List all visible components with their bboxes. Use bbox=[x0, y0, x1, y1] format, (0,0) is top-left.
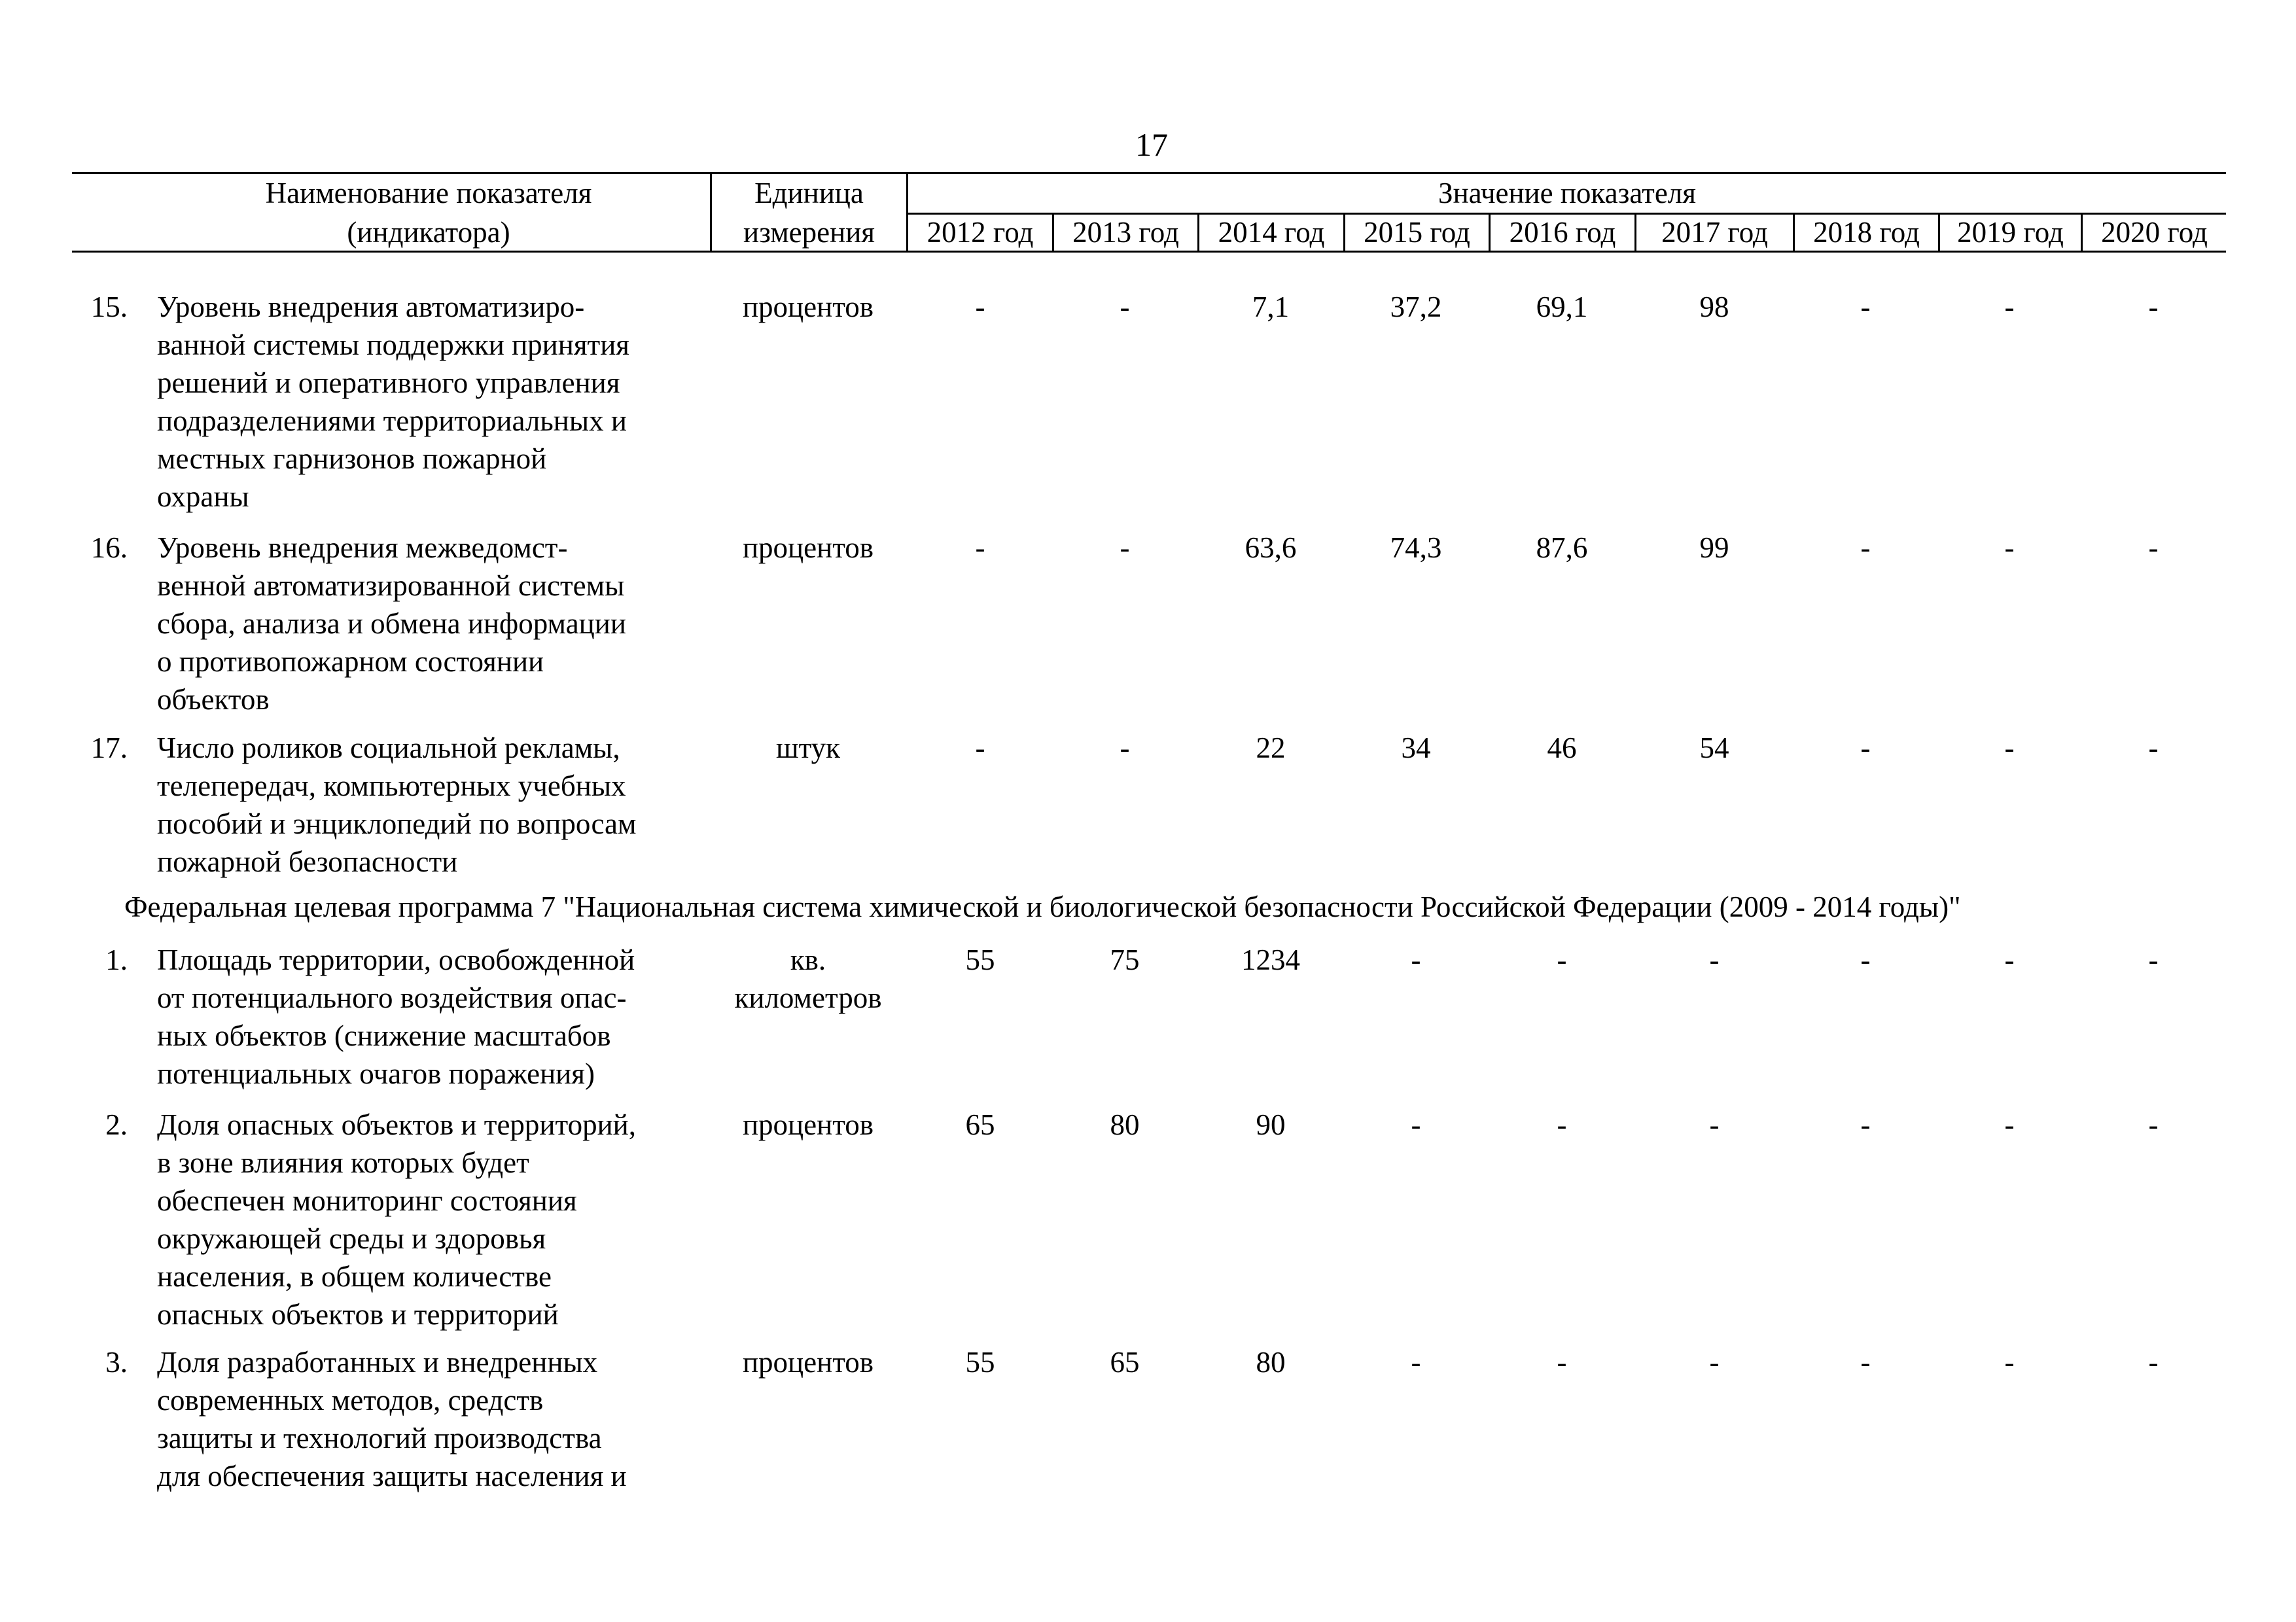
unit-of-measure bbox=[710, 288, 906, 326]
indicator-name-line: охраны bbox=[157, 480, 249, 513]
indicator-value: 46 bbox=[1547, 732, 1577, 764]
indicator-value: 69,1 bbox=[1536, 291, 1588, 323]
indicator-value: - bbox=[2004, 943, 2015, 976]
header-unit-line2: измерения bbox=[743, 216, 875, 249]
indicator-name-line: сбора, анализа и обмена информации bbox=[157, 607, 626, 640]
indicator-value: 90 bbox=[1256, 1108, 1286, 1141]
indicator-value: - bbox=[1860, 531, 1871, 564]
indicator-value: - bbox=[1709, 1108, 1720, 1141]
unit-line: процентов bbox=[742, 291, 874, 323]
indicator-name-line: современных методов, средств bbox=[157, 1384, 544, 1417]
indicator-name-line: подразделениями территориальных и bbox=[157, 404, 627, 437]
unit-of-measure bbox=[710, 1106, 906, 1144]
row-number: 3. bbox=[105, 1346, 128, 1379]
indicator-value: - bbox=[2004, 1346, 2015, 1379]
indicator-value: - bbox=[1411, 1346, 1421, 1379]
indicator-value: - bbox=[1860, 732, 1871, 764]
indicator-name bbox=[157, 288, 798, 516]
indicator-name-line: опасных объектов и территорий bbox=[157, 1298, 559, 1331]
indicator-value: 74,3 bbox=[1390, 531, 1442, 564]
indicator-name bbox=[157, 1343, 798, 1495]
indicator-name-line: ванной системы поддержки принятия bbox=[157, 328, 629, 361]
indicator-value: - bbox=[1860, 1108, 1871, 1141]
row-number: 1. bbox=[105, 943, 128, 976]
indicator-name-line: венной автоматизированной системы bbox=[157, 569, 625, 602]
indicator-value: 65 bbox=[965, 1108, 995, 1141]
unit-of-measure bbox=[710, 729, 906, 767]
indicator-name-line: пособий и энциклопедий по вопросам bbox=[157, 807, 637, 840]
indicator-name-line: пожарной безопасности bbox=[157, 845, 458, 878]
indicator-value: - bbox=[2148, 943, 2159, 976]
indicator-value: - bbox=[2148, 732, 2159, 764]
indicator-value: 55 bbox=[965, 943, 995, 976]
indicator-name-line: Доля опасных объектов и территорий, bbox=[157, 1108, 636, 1141]
row-number: 2. bbox=[105, 1108, 128, 1141]
indicator-value: - bbox=[975, 291, 985, 323]
indicator-value: 1234 bbox=[1241, 943, 1300, 976]
header-year: 2012 год bbox=[927, 216, 1034, 249]
section-title: Федеральная целевая программа 7 "Национальная система химической и биологической безопасности Российской Федерации (2009 - 2014 годы)" bbox=[124, 890, 1961, 923]
header-name-line1: Наименование показателя bbox=[265, 177, 592, 209]
indicator-name-line: от потенциального воздействия опас- bbox=[157, 981, 627, 1014]
header-value-title: Значение показателя bbox=[1438, 177, 1696, 209]
indicator-value: 99 bbox=[1699, 531, 1729, 564]
indicator-name-line: ных объектов (снижение масштабов bbox=[157, 1019, 611, 1052]
indicator-value: - bbox=[1411, 943, 1421, 976]
indicator-name-line: Площадь территории, освобожденной bbox=[157, 943, 635, 976]
indicator-name-line: Уровень внедрения автоматизиро- bbox=[157, 291, 585, 323]
indicator-name-line: местных гарнизонов пожарной bbox=[157, 442, 547, 475]
indicator-value: - bbox=[2004, 291, 2015, 323]
indicator-name bbox=[157, 941, 798, 1093]
indicator-value: - bbox=[1120, 291, 1130, 323]
indicator-value: - bbox=[1709, 943, 1720, 976]
indicator-name-line: для обеспечения защиты населения и bbox=[157, 1460, 627, 1492]
indicator-name-line: Доля разработанных и внедренных bbox=[157, 1346, 598, 1379]
unit-line: километров bbox=[734, 981, 882, 1014]
indicator-name-line: Число роликов социальной рекламы, bbox=[157, 732, 620, 764]
indicator-name-line: обеспечен мониторинг состояния bbox=[157, 1184, 577, 1217]
indicator-value: 55 bbox=[965, 1346, 995, 1379]
indicator-name-line: о противопожарном состоянии bbox=[157, 645, 544, 678]
indicator-value: - bbox=[1709, 1346, 1720, 1379]
header-year: 2020 год bbox=[2101, 216, 2208, 249]
unit-of-measure bbox=[710, 529, 906, 567]
indicator-value: - bbox=[1860, 291, 1871, 323]
header-year: 2013 год bbox=[1072, 216, 1179, 249]
row-number: 16. bbox=[90, 531, 128, 564]
indicator-name-line: Уровень внедрения межведомст- bbox=[157, 531, 568, 564]
indicator-value: - bbox=[2148, 291, 2159, 323]
indicator-value: - bbox=[2004, 531, 2015, 564]
indicator-value: - bbox=[1860, 1346, 1871, 1379]
indicator-value: 80 bbox=[1256, 1346, 1286, 1379]
indicator-name-line: объектов bbox=[157, 683, 270, 716]
unit-line: процентов bbox=[742, 1108, 874, 1141]
row-number: 15. bbox=[90, 291, 128, 323]
unit-line: кв. bbox=[790, 943, 826, 976]
indicator-value: 98 bbox=[1699, 291, 1729, 323]
indicator-name bbox=[157, 729, 798, 881]
header-name-line2: (индикатора) bbox=[347, 216, 510, 249]
indicator-name-line: в зоне влияния которых будет bbox=[157, 1146, 529, 1179]
indicator-name-line: решений и оперативного управления bbox=[157, 366, 620, 399]
indicator-value: - bbox=[2148, 531, 2159, 564]
unit-line: штук bbox=[775, 732, 841, 764]
indicator-value: 75 bbox=[1110, 943, 1140, 976]
indicator-value: - bbox=[1860, 943, 1871, 976]
indicator-value: 54 bbox=[1699, 732, 1729, 764]
indicator-value: - bbox=[1557, 1108, 1567, 1141]
unit-line: процентов bbox=[742, 531, 874, 564]
unit-of-measure bbox=[710, 941, 906, 1017]
indicator-value: 34 bbox=[1401, 732, 1431, 764]
indicator-value: - bbox=[1411, 1108, 1421, 1141]
indicator-value: - bbox=[1557, 1346, 1567, 1379]
indicator-value: - bbox=[2004, 1108, 2015, 1141]
row-number: 17. bbox=[90, 732, 128, 764]
indicator-value: - bbox=[1557, 943, 1567, 976]
unit-line: процентов bbox=[742, 1346, 874, 1379]
indicator-value: - bbox=[1120, 732, 1130, 764]
indicator-name-line: населения, в общем количестве bbox=[157, 1260, 552, 1293]
indicator-name bbox=[157, 529, 798, 718]
indicator-name-line: потенциальных очагов поражения) bbox=[157, 1057, 595, 1090]
header-year: 2019 год bbox=[1957, 216, 2064, 249]
indicator-value: 7,1 bbox=[1252, 291, 1290, 323]
indicator-value: - bbox=[2148, 1346, 2159, 1379]
header-year: 2017 год bbox=[1661, 216, 1768, 249]
indicator-name-line: телепередач, компьютерных учебных bbox=[157, 769, 626, 802]
indicator-value: - bbox=[2148, 1108, 2159, 1141]
header-year: 2014 год bbox=[1218, 216, 1325, 249]
page-number: 17 bbox=[1135, 126, 1168, 163]
header-year: 2016 год bbox=[1509, 216, 1616, 249]
indicator-name-line: защиты и технологий производства bbox=[157, 1422, 602, 1455]
indicator-value: 63,6 bbox=[1245, 531, 1297, 564]
indicator-value: 65 bbox=[1110, 1346, 1140, 1379]
indicator-name-line: окружающей среды и здоровья bbox=[157, 1222, 546, 1255]
indicator-value: 87,6 bbox=[1536, 531, 1588, 564]
indicator-name bbox=[157, 1106, 798, 1333]
header-year: 2015 год bbox=[1364, 216, 1470, 249]
unit-of-measure bbox=[710, 1343, 906, 1381]
header-year: 2018 год bbox=[1813, 216, 1920, 249]
indicator-value: - bbox=[975, 531, 985, 564]
indicator-value: - bbox=[2004, 732, 2015, 764]
indicator-value: - bbox=[1120, 531, 1130, 564]
header-unit-line1: Единица bbox=[754, 177, 864, 209]
indicator-value: - bbox=[975, 732, 985, 764]
indicator-value: 80 bbox=[1110, 1108, 1140, 1141]
indicator-value: 37,2 bbox=[1390, 291, 1442, 323]
indicator-value: 22 bbox=[1256, 732, 1286, 764]
